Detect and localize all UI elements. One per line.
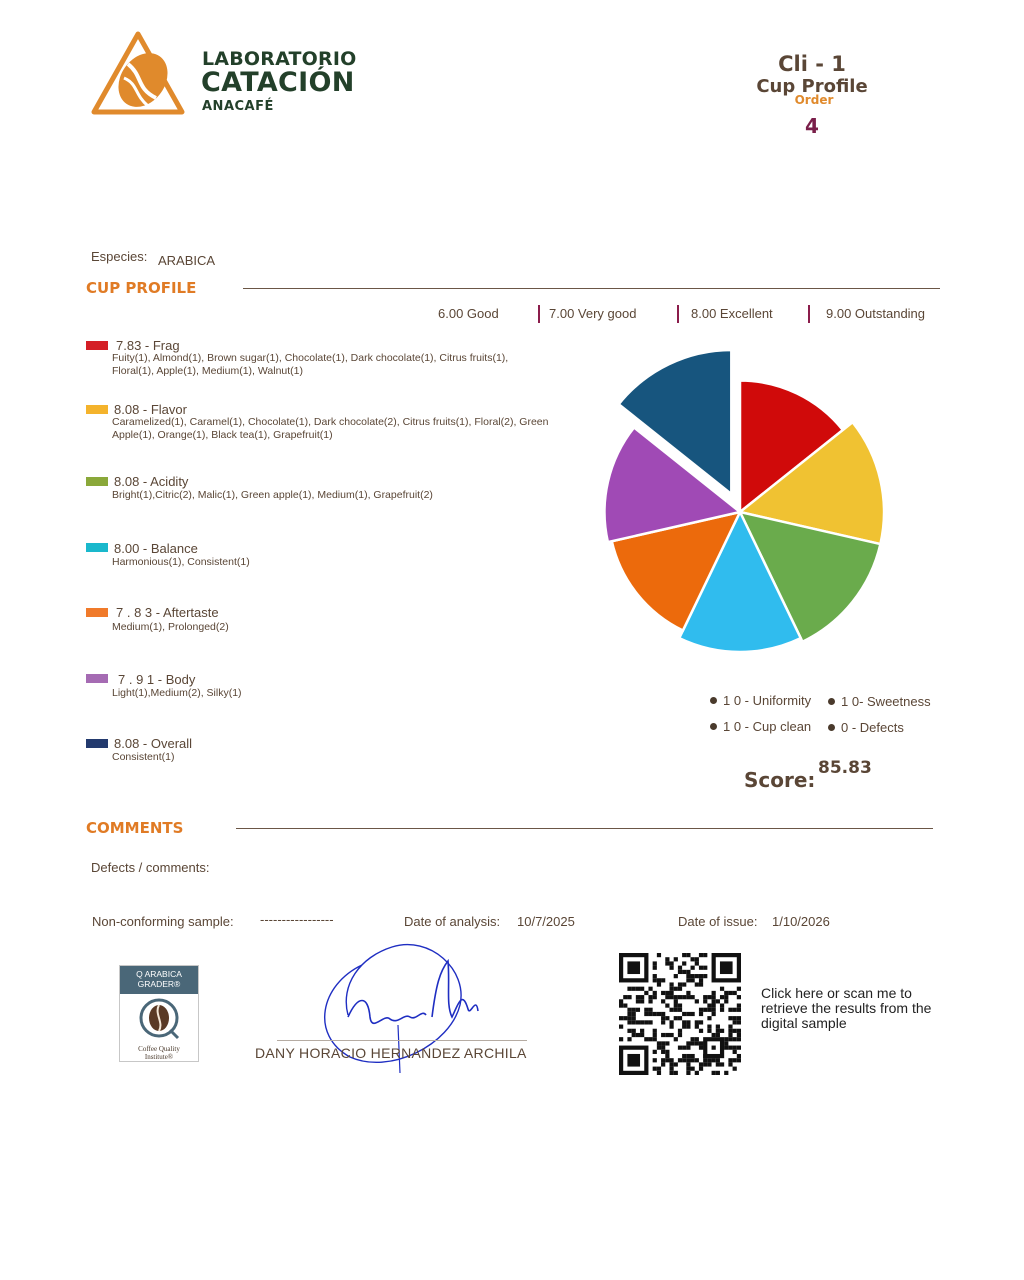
sample-id: Cli - 1 [778,52,846,76]
nonconforming-label: Non-conforming sample: [92,914,234,929]
legend-desc-frag: Fuity(1), Almond(1), Brown sugar(1), Chocolate(1), Dark chocolate(1), Citrus fruits(1), Floral(1), Apple(1), Medium(1), Walnut(1) [112,352,509,377]
legend-title-acidity: 8.08 - Acidity [114,474,189,489]
cup-profile-pie-chart [560,330,940,690]
defects-text: 0 - Defects [841,720,904,735]
coffee-bean-icon [120,994,198,1040]
nonconforming-value: ----------------- [260,912,334,927]
bullet-icon [828,698,835,705]
scale-separator [538,305,540,323]
legend-title-body: 7 . 9 1 - Body [118,672,196,687]
badge-line2: GRADER® [137,979,181,989]
legend-desc-acidity: Bright(1),Citric(2), Malic(1), Green apple(1), Medium(1), Grapefruit(2) [112,489,433,501]
scale-good: 6.00 Good [438,306,499,321]
score-value: 85.83 [818,758,872,778]
issue-date-value: 1/10/2026 [772,914,830,929]
sweetness-item [828,694,931,709]
species-label: Especies: [91,249,148,264]
scale-very-good: 7.00 Very good [549,306,637,321]
cup-profile-heading: CUP PROFILE [86,279,197,297]
legend-swatch-aftertaste [86,608,108,617]
defects-item [828,720,904,735]
q-arabica-grader-badge [119,965,199,1062]
species-value: ARABICA [158,253,216,268]
score-label: Score: [744,768,816,792]
uniformity-item [710,693,811,708]
issue-date-label: Date of issue: [678,914,758,929]
lab-name-line3: ANACAFÉ [202,99,274,114]
scale-separator [677,305,679,323]
lab-name-line2: CATACIÓN [201,67,355,98]
order-label: Order [794,93,834,107]
cup-clean-item [710,719,811,734]
legend-swatch-flavor [86,405,108,414]
cup-clean-text: 1 0 - Cup clean [723,719,812,734]
digital-sample-link[interactable]: Click here or scan me to retrieve the results from the digital sample [761,985,932,1031]
legend-title-frag: 7.83 - Frag [116,338,180,353]
legend-swatch-overall [86,739,108,748]
badge-line1: Q ARABICA [136,969,182,979]
comments-heading: COMMENTS [86,819,184,837]
order-number: 4 [805,114,819,138]
signer-name: DANY HORACIO HERNANDEZ ARCHILA [255,1045,527,1061]
badge-footer2: Institute® [144,1053,174,1061]
badge-footer1: Coffee Quality [138,1045,180,1053]
scale-outstanding: 9.00 Outstanding [826,306,926,321]
badge-header [120,966,198,994]
legend-swatch-acidity [86,477,108,486]
legend-swatch-balance [86,543,108,552]
legend-desc-aftertaste: Medium(1), Prolonged(2) [112,621,229,633]
legend-title-flavor: 8.08 - Flavor [114,402,187,417]
legend-swatch-body [86,674,108,683]
bullet-icon [710,697,717,704]
analysis-date-value: 10/7/2025 [517,914,575,929]
cup-profile-divider [243,288,940,289]
bullet-icon [710,723,717,730]
scale-excellent: 8.00 Excellent [691,306,773,321]
legend-swatch-frag [86,341,108,350]
bullet-icon [828,724,835,731]
analysis-date-label: Date of analysis: [404,914,501,929]
legend-title-balance: 8.00 - Balance [114,541,198,556]
signature-line [277,1040,527,1041]
anacafe-logo-icon [88,28,188,120]
legend-desc-body: Light(1),Medium(2), Silky(1) [112,687,242,699]
sweetness-text: 1 0- Sweetness [841,694,931,709]
defects-comments-label: Defects / comments: [91,860,210,875]
legend-desc-balance: Harmonious(1), Consistent(1) [112,556,250,568]
uniformity-text: 1 0 - Uniformity [723,693,812,708]
legend-title-aftertaste: 7 . 8 3 - Aftertaste [116,605,219,620]
legend-title-overall: 8.08 - Overall [114,736,193,751]
qr-code-icon[interactable] [619,953,741,1075]
legend-desc-flavor: Caramelized(1), Caramel(1), Chocolate(1), Dark chocolate(2), Citrus fruits(1), Floral(2), Green Apple(1), Orange(1), Black tea(1), Grapefruit(1) [112,416,549,441]
legend-desc-overall: Consistent(1) [112,751,175,763]
lab-name-line1: LABORATORIO [202,48,357,70]
comments-divider [236,828,933,829]
document-title: Cup Profile [756,76,868,97]
scale-separator [808,305,810,323]
